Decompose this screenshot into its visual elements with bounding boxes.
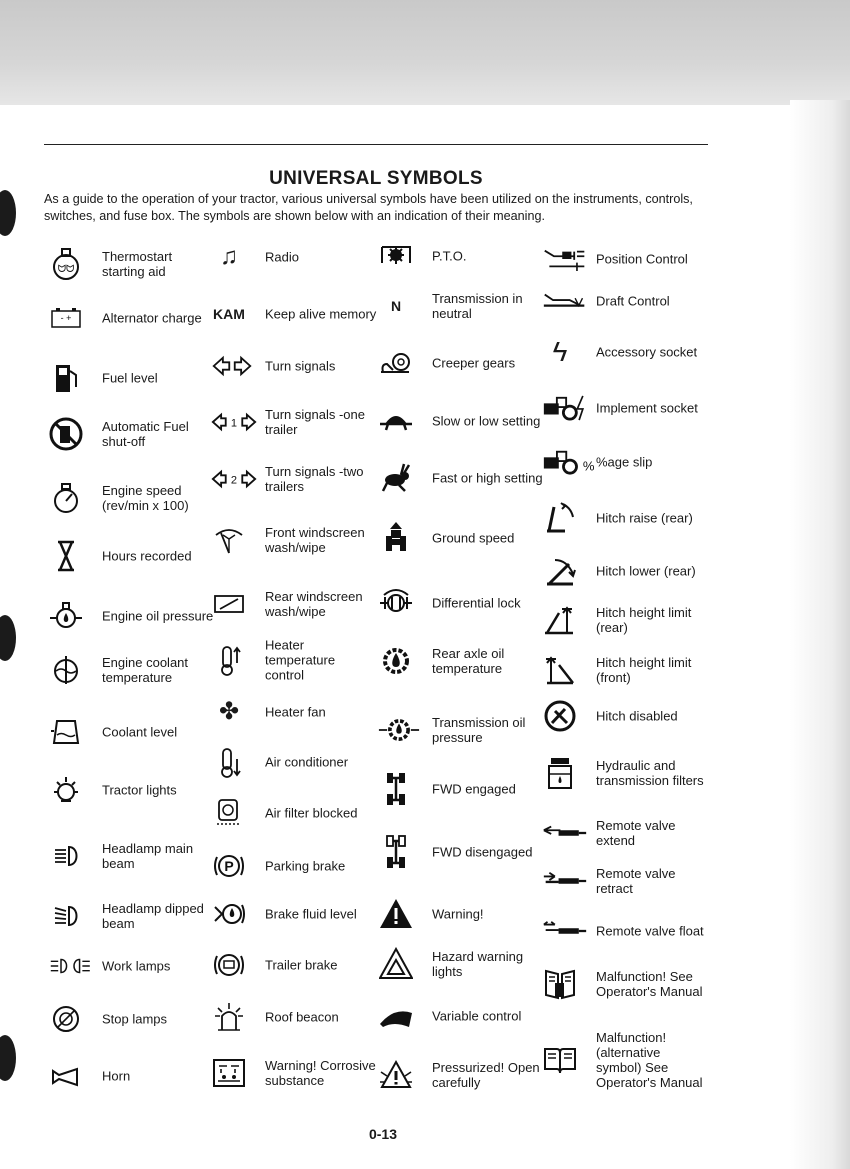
item-label: Hitch height limit (rear): [596, 605, 692, 635]
thermostart-icon: [46, 244, 86, 284]
implement-socket-icon: [540, 388, 596, 428]
hitch-lower-icon: [540, 551, 580, 591]
pto-icon: [376, 236, 416, 276]
transmission-oil-pressure-icon: [376, 710, 422, 750]
item-label: Thermostart starting aid: [102, 249, 173, 279]
fuel-shutoff-icon: [46, 414, 86, 454]
item-label: Engine speed (rev/min x 100): [102, 483, 189, 513]
item-label: FWD disengaged: [432, 844, 533, 860]
intro-paragraph: As a guide to the operation of your tractor, various universal symbols have been utilized on the instruments, controls, switches, and fuse box. The symbols are shown below with an indication of their meaning.: [44, 192, 693, 223]
work-lamps-icon: [46, 946, 102, 986]
stop-lamps-icon: [46, 999, 86, 1039]
fuel-pump-icon: [46, 358, 86, 398]
turtle-icon: [376, 401, 416, 441]
item-label: Slow or low setting: [432, 413, 541, 429]
item-label: Heater fan: [265, 704, 326, 720]
rabbit-icon: [376, 458, 416, 498]
heater-fan-icon: ✤: [218, 698, 240, 725]
horn-icon: [46, 1056, 86, 1096]
rear-axle-temp-icon: [376, 641, 416, 681]
item-label: Engine coolant temperature: [102, 655, 189, 685]
hazard-icon: [376, 944, 416, 984]
item-label: Air filter blocked: [265, 805, 358, 821]
item-label: Parking brake: [265, 858, 346, 874]
item-label: Headlamp main beam: [102, 841, 194, 871]
coolant-temperature-icon: [46, 650, 86, 690]
air-conditioner-icon: [209, 742, 249, 782]
svg-text:- +: - +: [60, 313, 72, 323]
item-label: Draft Control: [596, 293, 670, 309]
valve-float-icon: [540, 911, 590, 951]
hitch-disabled-icon: [540, 696, 580, 736]
symbol-column-2: [209, 236, 377, 1116]
kam-icon: KAM: [213, 306, 245, 322]
item-label: Creeper gears: [432, 355, 516, 371]
light-bulb-icon: [46, 770, 86, 810]
pressurized-icon: [376, 1055, 416, 1095]
warning-icon: [376, 894, 416, 934]
ground-speed-icon: [376, 518, 416, 558]
item-label: Remote valve float: [596, 923, 704, 939]
item-label: Hazard warning lights: [432, 949, 524, 979]
header-rule: [44, 144, 708, 145]
item-label: Roof beacon: [265, 1009, 339, 1025]
hitch-raise-icon: [540, 498, 580, 538]
hourglass-icon: [46, 536, 86, 576]
binder-hole: [0, 1035, 16, 1081]
lightning-icon: ϟ: [552, 336, 568, 367]
symbol-column-4: [540, 236, 705, 1116]
item-label: Implement socket: [596, 400, 698, 416]
item-label: Brake fluid level: [265, 906, 357, 922]
symbol-column-1: [46, 236, 214, 1116]
book-hand-icon: [540, 964, 580, 1004]
item-label: Keep alive memory: [265, 306, 377, 322]
item-label: Tractor lights: [102, 782, 177, 798]
engine-speed-icon: [46, 478, 86, 518]
scan-right-shadow: [790, 100, 850, 1169]
item-label: Malfunction! See Operator's Manual: [596, 969, 703, 999]
fwd-disengaged-icon: [376, 832, 416, 872]
differential-lock-icon: [376, 583, 416, 623]
item-label: Engine oil pressure: [102, 608, 214, 624]
item-label: Turn signals -two trailers: [265, 464, 364, 494]
item-label: Work lamps: [102, 958, 171, 974]
trailer-brake-icon: [209, 945, 249, 985]
item-label: Hydraulic and transmission filters: [596, 758, 704, 788]
item-label: Ground speed: [432, 530, 515, 546]
svg-text:%: %: [582, 458, 595, 474]
hydraulic-filter-icon: [540, 753, 580, 793]
air-filter-icon: [209, 793, 249, 833]
dipped-beam-icon: [46, 896, 86, 936]
item-label: Alternator charge: [102, 310, 202, 326]
position-control-icon: [540, 239, 590, 279]
turn-signals-two-trailers-icon: [209, 459, 259, 499]
item-label: Hitch lower (rear): [596, 563, 696, 579]
rear-washer-icon: [209, 584, 249, 624]
valve-extend-icon: [540, 813, 590, 853]
coolant-level-icon: [46, 712, 86, 752]
roof-beacon-icon: [209, 997, 249, 1037]
item-label: Headlamp dipped beam: [102, 901, 204, 931]
page-number: 0-13: [368, 1126, 398, 1142]
item-label: Warning! Corrosive substance: [265, 1058, 376, 1088]
oil-pressure-icon: [46, 596, 86, 636]
hitch-height-front-icon: [540, 650, 580, 690]
item-label: Position Control: [596, 251, 688, 267]
variable-control-icon: [376, 996, 416, 1036]
item-label: Remote valve extend: [596, 818, 676, 848]
svg-text:P: P: [224, 858, 234, 874]
page-title: UNIVERSAL SYMBOLS: [269, 168, 483, 189]
item-label: Air conditioner: [265, 754, 349, 770]
battery-icon: [46, 298, 86, 338]
scan-top-shadow: [0, 0, 850, 105]
item-label: Turn signals: [265, 358, 336, 374]
draft-control-icon: [540, 281, 590, 321]
item-label: Automatic Fuel shut-off: [102, 419, 189, 449]
item-label: Hours recorded: [102, 548, 192, 564]
item-label: Pressurized! Open carefully: [432, 1060, 540, 1090]
brake-fluid-icon: [209, 894, 249, 934]
item-label: Fuel level: [102, 370, 158, 386]
parking-brake-icon: [209, 846, 249, 886]
item-label: Differential lock: [432, 595, 521, 611]
item-label: Radio: [265, 249, 299, 265]
item-label: Warning!: [432, 906, 484, 922]
radio-icon: ♫: [220, 243, 238, 270]
item-label: Hitch disabled: [596, 708, 678, 724]
item-label: Malfunction! (alternative symbol) See Operator's Manual: [596, 1030, 703, 1090]
item-label: P.T.O.: [432, 248, 467, 264]
item-label: %age slip: [596, 454, 653, 470]
item-label: Hitch raise (rear): [596, 510, 693, 526]
svg-text:ᗢᗢ: ᗢᗢ: [57, 264, 75, 275]
turn-signals-icon: [209, 346, 255, 386]
item-label: Rear windscreen wash/wipe: [265, 589, 363, 619]
item-label: Rear axle oil temperature: [432, 646, 505, 676]
main-beam-icon: [46, 836, 86, 876]
book-icon: [540, 1040, 580, 1080]
neutral-icon: N: [390, 298, 402, 314]
heater-temperature-icon: [209, 640, 249, 680]
item-label: FWD engaged: [432, 781, 516, 797]
fwd-engaged-icon: [376, 769, 416, 809]
item-label: Hitch height limit (front): [596, 655, 692, 685]
item-label: Coolant level: [102, 724, 178, 740]
svg-text:2: 2: [230, 474, 238, 487]
symbol-column-3: [376, 236, 541, 1116]
slip-icon: [540, 442, 600, 482]
item-label: Front windscreen wash/wipe: [265, 525, 365, 555]
item-label: Variable control: [432, 1008, 522, 1024]
svg-text:1: 1: [230, 417, 238, 430]
front-washer-icon: [209, 520, 249, 560]
item-label: Trailer brake: [265, 957, 338, 973]
corrosive-icon: [209, 1053, 249, 1093]
item-label: Stop lamps: [102, 1011, 168, 1027]
item-label: Turn signals -one trailer: [265, 407, 365, 437]
item-label: Transmission oil pressure: [432, 715, 526, 745]
item-label: Accessory socket: [596, 344, 698, 360]
item-label: Remote valve retract: [596, 866, 676, 896]
turn-signals-one-trailer-icon: [209, 402, 259, 442]
item-label: Heater temperature control: [265, 637, 336, 683]
binder-hole: [0, 190, 16, 236]
hitch-height-rear-icon: [540, 600, 580, 640]
valve-retract-icon: [540, 861, 590, 901]
item-label: Horn: [102, 1068, 131, 1084]
item-label: Fast or high setting: [432, 470, 543, 486]
binder-hole: [0, 615, 16, 661]
item-label: Transmission in neutral: [432, 291, 523, 321]
snail-icon: [376, 343, 416, 383]
